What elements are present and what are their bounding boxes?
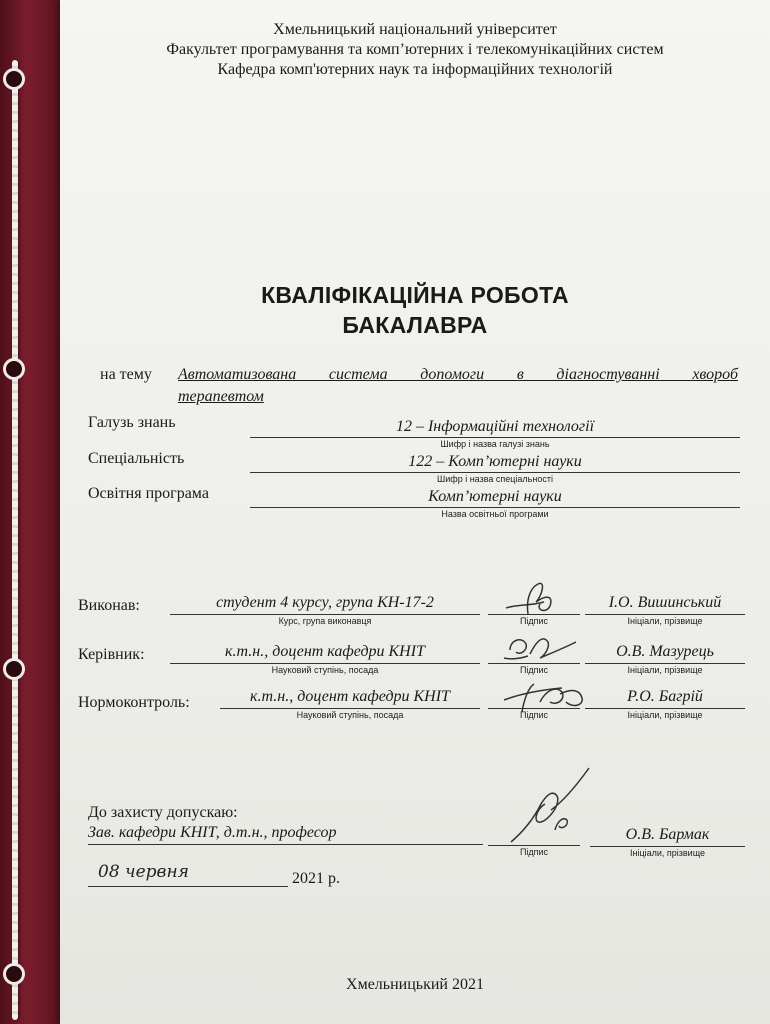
- performer-name-caption: Ініціали, прізвище: [627, 616, 703, 626]
- performer-role: студент 4 курсу, група КН-17-2: [216, 594, 434, 611]
- performer-name-line: [585, 614, 745, 615]
- performer-name: І.О. Вишинський: [608, 594, 722, 611]
- date-line: [88, 886, 288, 887]
- supervisor-name: О.В. Мазурець: [616, 643, 714, 660]
- normcontrol-name: Р.О. Багрій: [627, 688, 703, 705]
- faculty-name: Факультет програмування та комп’ютерних і телекомунікаційних систем: [166, 41, 664, 58]
- topic-line1: Автоматизована система допомоги в діагностуванні хвороб: [178, 366, 738, 383]
- program-caption: Назва освітньої програми: [441, 509, 549, 519]
- performer-sign-caption: Підпис: [519, 616, 549, 626]
- supervisor-signature: [500, 628, 580, 672]
- performer-role-line: [170, 614, 480, 615]
- field-of-knowledge-value: 12 – Інформаційні технології: [395, 418, 595, 435]
- admission-sign-caption: Підпис: [519, 847, 549, 857]
- binding-hole: [3, 358, 25, 380]
- date-year: 2021 р.: [292, 870, 340, 887]
- normcontrol-name-line: [585, 708, 745, 709]
- supervisor-name-caption: Ініціали, прізвище: [627, 665, 703, 675]
- supervisor-name-line: [585, 663, 745, 664]
- field-of-knowledge-line: [250, 437, 740, 438]
- topic-line2: терапевтом: [178, 388, 264, 405]
- document-title-line2: БАКАЛАВРА: [342, 312, 488, 338]
- supervisor-label: Керівник:: [78, 646, 145, 663]
- binder-cover: [0, 0, 60, 1024]
- footer-city-year: Хмельницький 2021: [346, 976, 484, 993]
- supervisor-role-caption: Науковий ступінь, посада: [271, 665, 379, 675]
- performer-role-caption: Курс, група виконавця: [278, 616, 372, 626]
- admission-label: До захисту допускаю:: [88, 804, 238, 821]
- admission-signature: [505, 760, 625, 850]
- binding-hole: [3, 963, 25, 985]
- specialty-label: Спеціальність: [88, 450, 185, 467]
- field-of-knowledge-label: Галузь знань: [88, 414, 176, 431]
- specialty-line: [250, 472, 740, 473]
- admission-role: Зав. кафедри КНІТ, д.т.н., професор: [88, 824, 337, 841]
- specialty-value: 122 – Комп’ютерні науки: [408, 453, 582, 470]
- normcontrol-role-caption: Науковий ступінь, посада: [296, 710, 404, 720]
- program-line: [250, 507, 740, 508]
- program-value: Комп’ютерні науки: [428, 488, 562, 505]
- supervisor-role-line: [170, 663, 480, 664]
- handwritten-date: 08 червня: [98, 862, 189, 882]
- normcontrol-signature: [500, 672, 590, 716]
- normcontrol-name-caption: Ініціали, прізвище: [627, 710, 703, 720]
- admission-name-caption: Ініціали, прізвище: [629, 848, 706, 858]
- performer-signature: [500, 578, 570, 618]
- binding-string: [12, 60, 18, 1020]
- university-name: Хмельницький національний університет: [273, 21, 557, 38]
- field-of-knowledge-caption: Шифр і назва галузі знань: [440, 439, 550, 449]
- normcontrol-role-line: [220, 708, 480, 709]
- department-name: Кафедра комп'ютерних наук та інформаційних технологій: [217, 61, 613, 78]
- normcontrol-sign-caption: Підпис: [519, 710, 549, 720]
- supervisor-role: к.т.н., доцент кафедри КНІТ: [225, 643, 425, 660]
- supervisor-sign-caption: Підпис: [519, 665, 549, 675]
- program-label: Освітня програма: [88, 485, 209, 502]
- normcontrol-role: к.т.н., доцент кафедри КНІТ: [250, 688, 450, 705]
- admission-role-line: [88, 844, 483, 845]
- binding-hole: [3, 68, 25, 90]
- admission-name: О.В. Бармак: [625, 826, 710, 843]
- specialty-caption: Шифр і назва спеціальності: [437, 474, 553, 484]
- binding-hole: [3, 658, 25, 680]
- document-page: [60, 0, 770, 1024]
- performer-label: Виконав:: [78, 597, 140, 614]
- normcontrol-label: Нормоконтроль:: [78, 694, 190, 711]
- document-title-line1: КВАЛІФІКАЦІЙНА РОБОТА: [261, 282, 569, 308]
- topic-label: на тему: [100, 366, 152, 383]
